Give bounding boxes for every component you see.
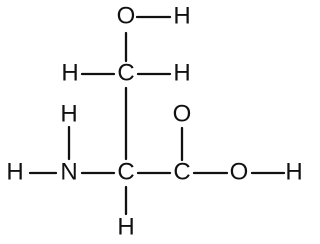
atom-h-top-right: H — [173, 2, 191, 30]
atom-h-ch2-right: H — [173, 59, 191, 87]
atom-o-carbonyl: O — [172, 100, 192, 128]
atom-h-alpha-bottom: H — [117, 213, 135, 241]
atom-c-carboxyl: C — [173, 158, 191, 186]
atom-c-alpha: C — [117, 158, 135, 186]
atom-o-top: O — [116, 2, 136, 30]
atom-h-amine-left: H — [6, 158, 24, 186]
atom-h-hydroxyl: H — [285, 158, 303, 186]
atom-h-ch2-left: H — [61, 59, 79, 87]
atom-c-ch2: C — [117, 59, 135, 87]
atom-o-hydroxyl: O — [229, 158, 249, 186]
atom-h-nh-top: H — [60, 100, 78, 128]
atom-n-amine: N — [60, 158, 78, 186]
